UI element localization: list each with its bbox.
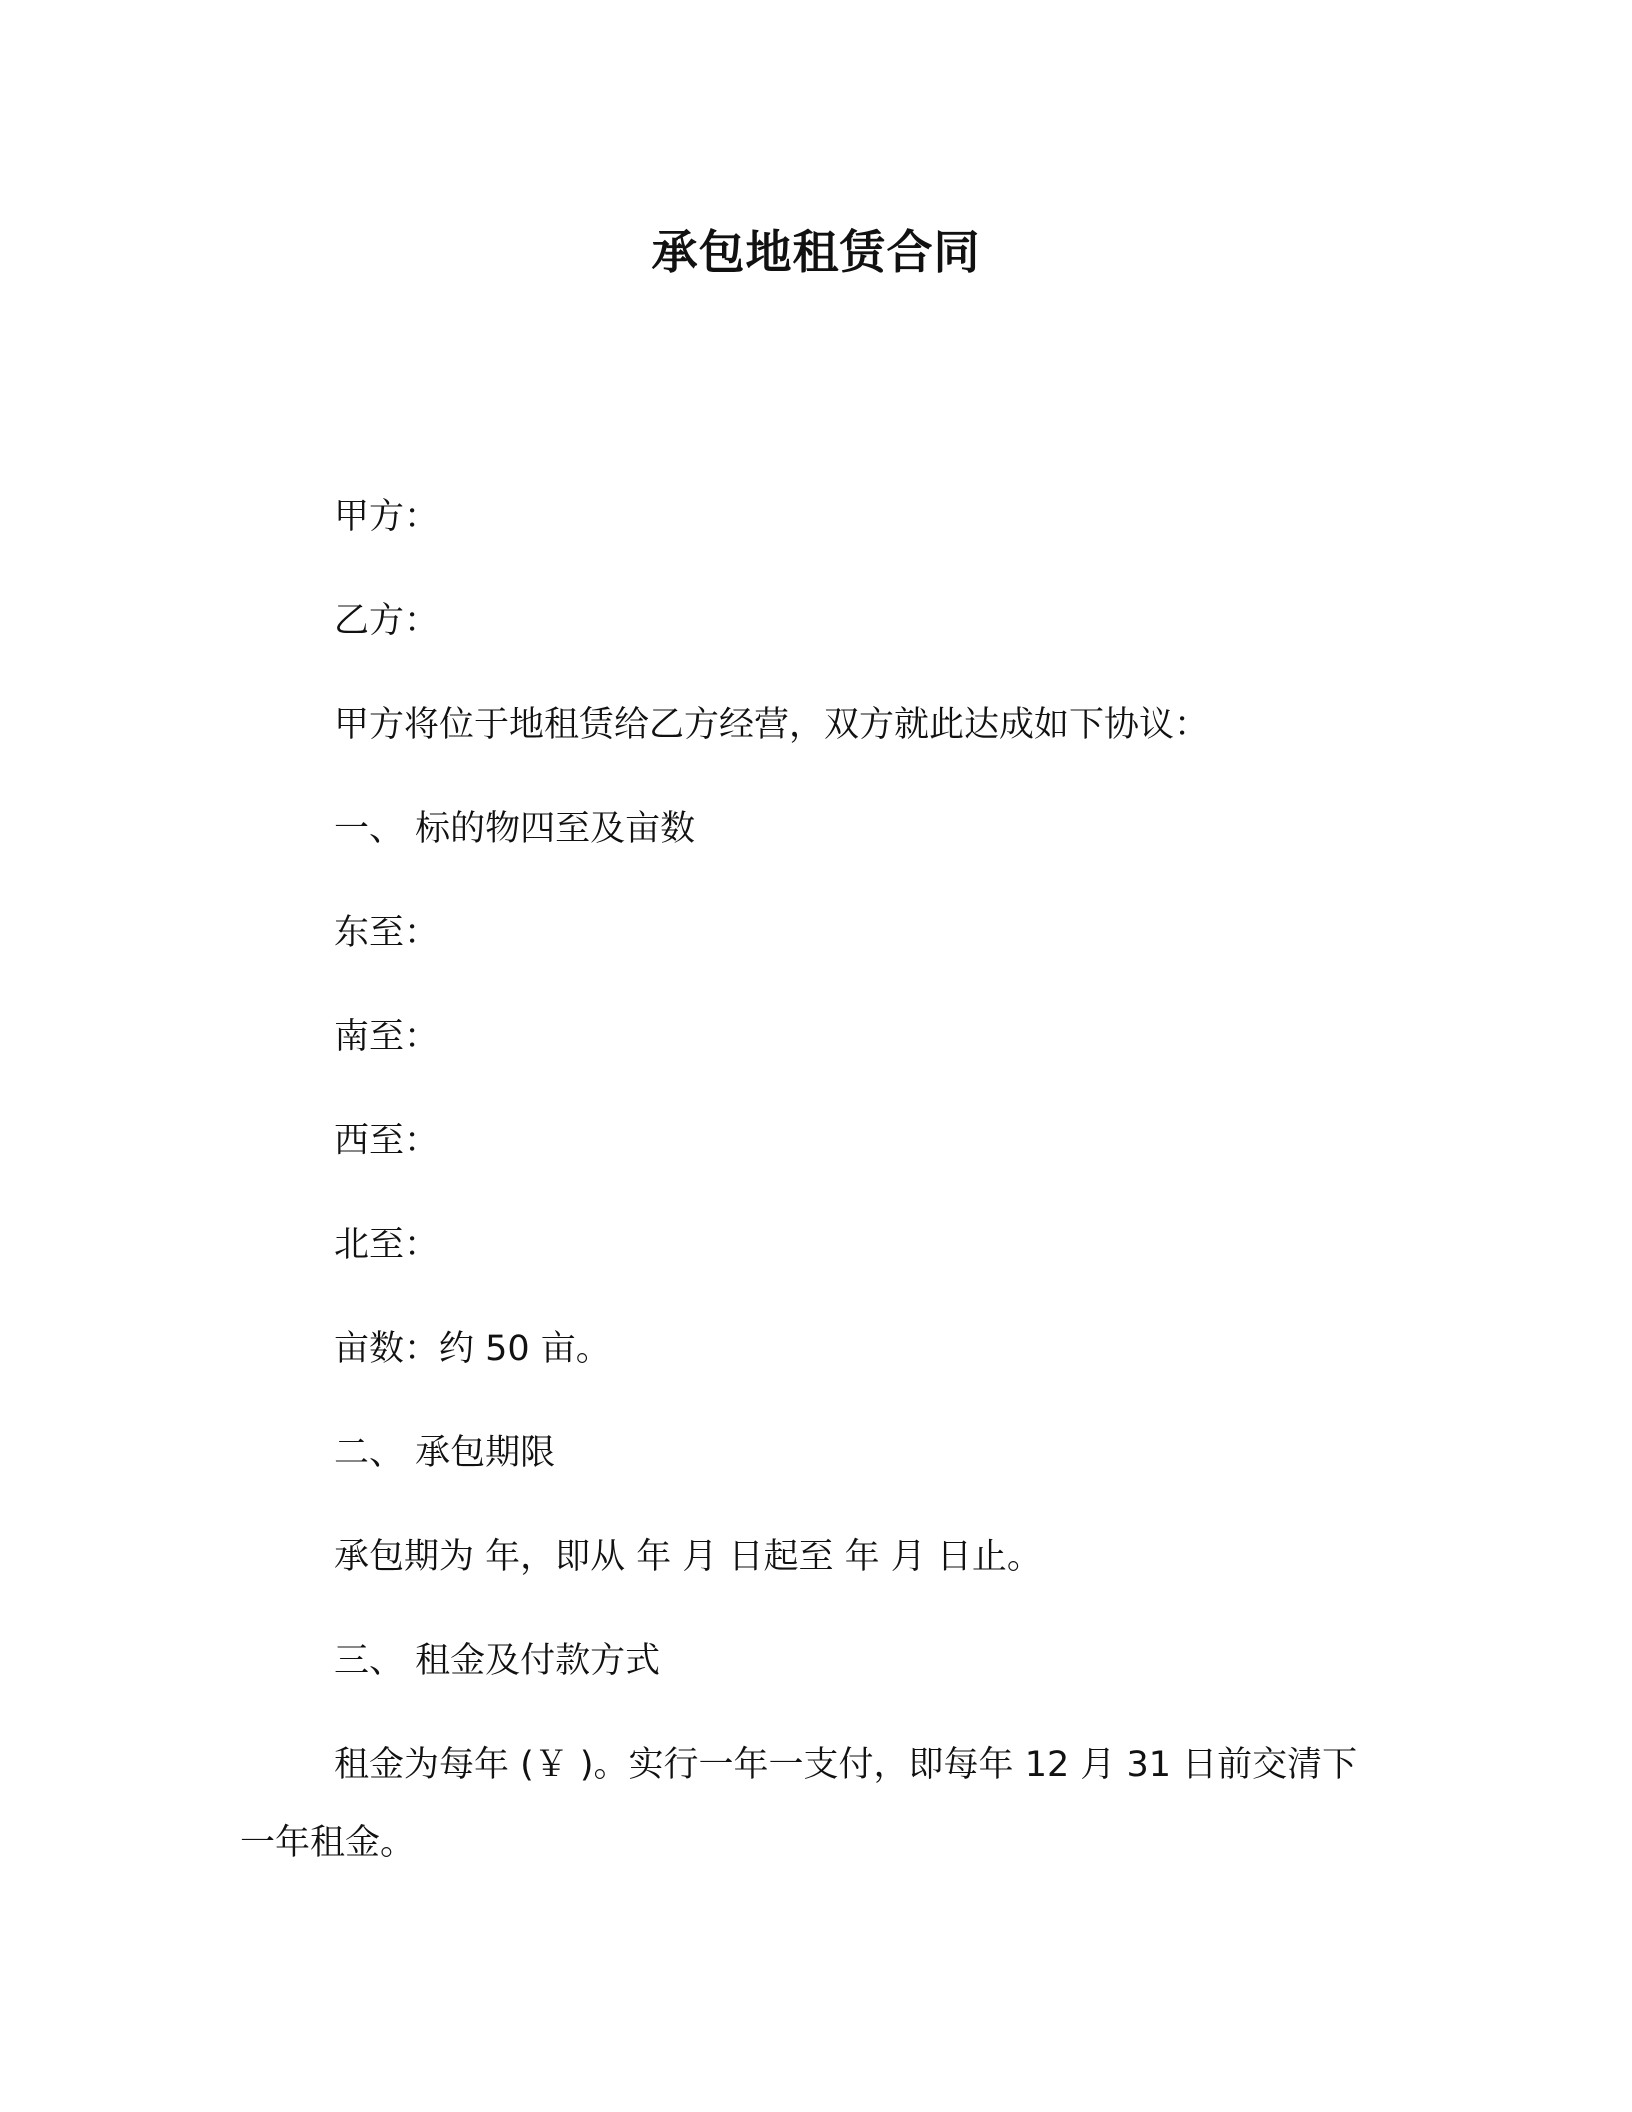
boundary-south: 南至： xyxy=(334,1017,440,1057)
section-1-heading: 一、 标的物四至及亩数 xyxy=(334,809,696,849)
area-line: 亩数：约 50 亩。 xyxy=(334,1329,611,1369)
document-title: 承包地租赁合同 xyxy=(651,225,981,279)
intro-paragraph: 甲方将位于地租赁给乙方经营，双方就此达成如下协议： xyxy=(334,705,1210,745)
boundary-north: 北至： xyxy=(334,1225,440,1265)
section-3-heading: 三、 租金及付款方式 xyxy=(334,1641,661,1681)
boundary-west: 西至： xyxy=(334,1121,440,1161)
document-body xyxy=(240,492,1370,1936)
boundary-east: 东至： xyxy=(334,913,440,953)
term-paragraph: 承包期为 年，即从 年 月 日起至 年 月 日止。 xyxy=(334,1537,1042,1577)
section-2-heading: 二、 承包期限 xyxy=(334,1433,556,1473)
party-a-line: 甲方： xyxy=(334,497,440,537)
party-b-line: 乙方： xyxy=(334,601,440,641)
rent-paragraph: 租金为每年 (￥ )。实行一年一支付，即每年 12 月 31 日前交清下一年租金。 xyxy=(240,1745,1358,1863)
